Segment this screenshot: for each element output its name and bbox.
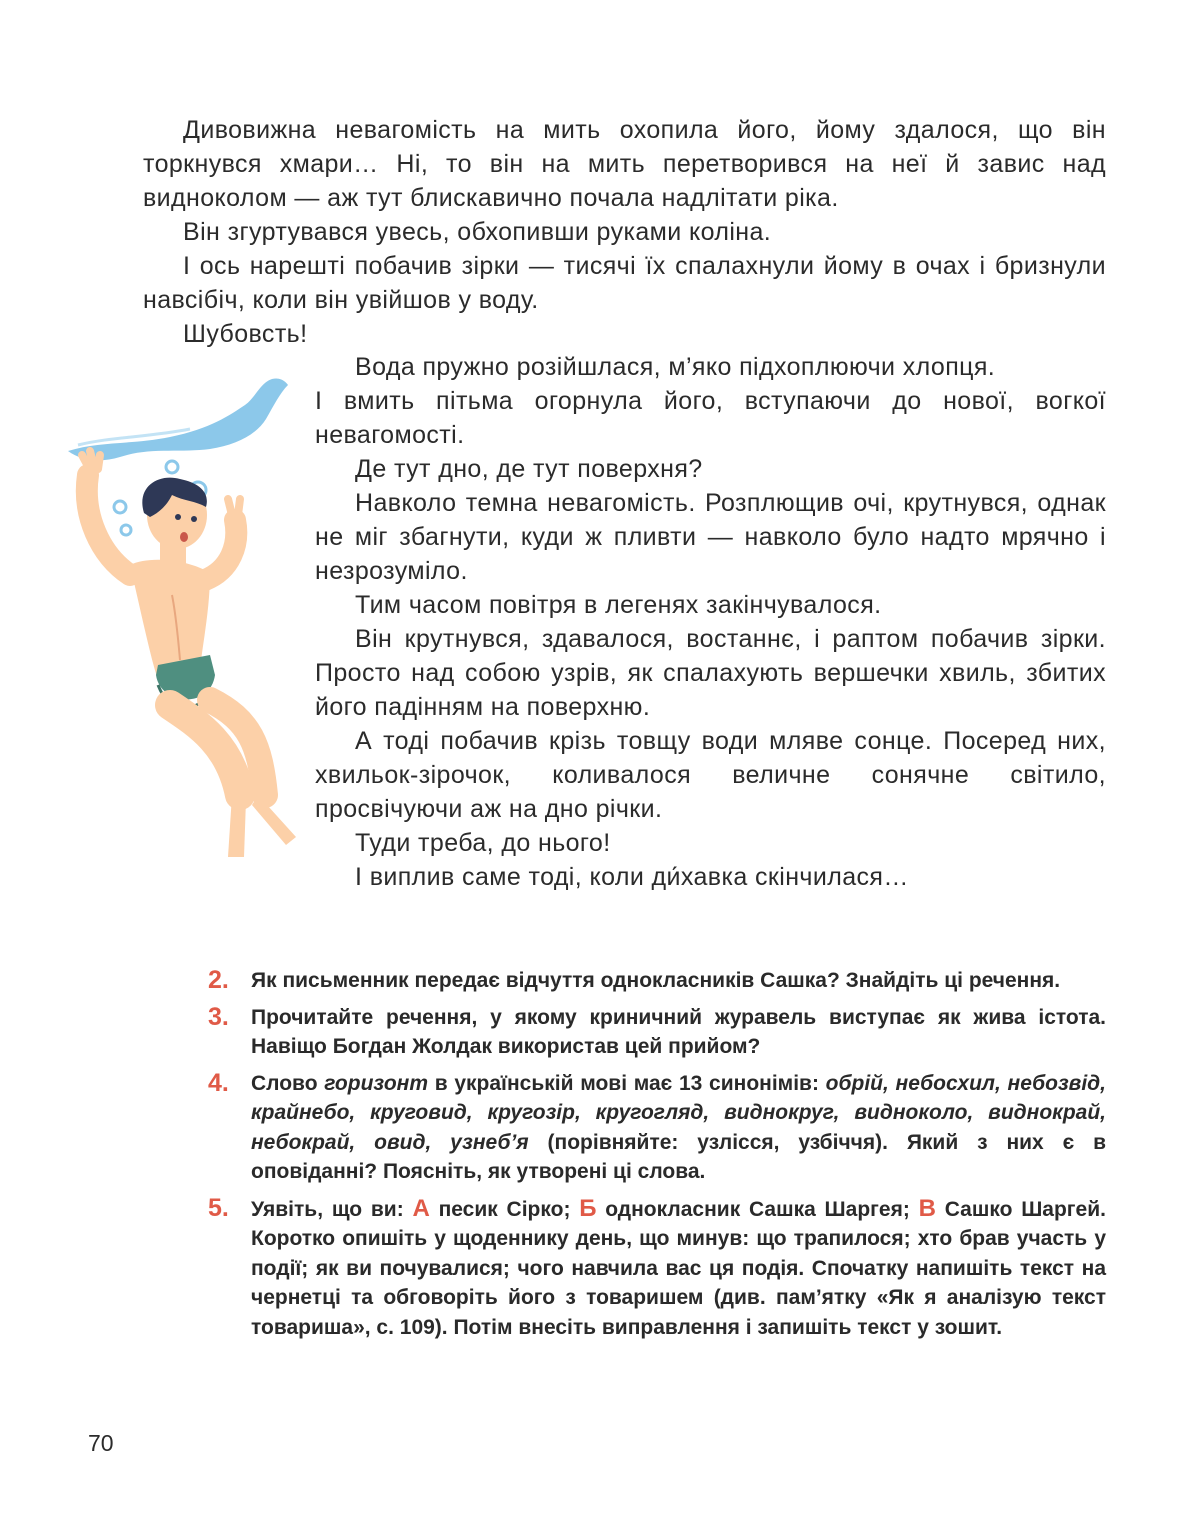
task-number: 5.	[208, 1193, 229, 1222]
task-text: песик Сірко;	[429, 1197, 580, 1221]
story-text-side	[315, 350, 1106, 894]
story-paragraph: Тим часом повітря в легенях закінчувалося.	[355, 591, 882, 619]
story-paragraph: Він крутнувся, здавалося, востаннє, і раптом побачив зірки. Просто над собою узрів, як спалахують вершечки хвиль, збитих його падінням на поверхню.	[315, 625, 1106, 721]
story-paragraph: Навколо темна невагомість. Розплющив очі, крутнувся, однак не міг збагнути, куди ж пливти — навколо було надто мрячно і незрозуміло.	[315, 489, 1106, 585]
page-number: 70	[88, 1430, 114, 1456]
task-text: Слово	[251, 1071, 325, 1095]
task-number: 4.	[208, 1068, 229, 1097]
diving-boy-icon	[60, 375, 320, 865]
diving-boy-illustration	[60, 375, 320, 865]
task-text: Сашко Шаргей. Коротко опишіть у щоденнику день, що минув: що трапилося; хто брав участь у події; як ви почувалися; чого навчила вас ця подія. Спочатку напишіть текст на чернетці та обговоріть його з товаришем (див. пам’ятку «Як я аналізую текст товариша», с. 109). Потім внесіть виправлення і запишіть текст у зошит.	[251, 1197, 1106, 1339]
task-text: Прочитайте речення, у якому криничний журавель виступає як жива істота. Навіщо Богдан Жолдак використав цей прийом?	[251, 1005, 1106, 1058]
variant-c-label: В	[918, 1194, 936, 1222]
story-paragraph: Вода пружно розійшлася, м’яко підхоплюючи хлопця.	[355, 353, 996, 381]
task-number: 3.	[208, 1002, 229, 1031]
task-text: в українській мові має 13 синонімів:	[428, 1071, 826, 1095]
task-5	[208, 1194, 1106, 1343]
task-2	[208, 966, 1106, 996]
bubble-icon	[166, 461, 178, 473]
story-paragraph: Де тут дно, де тут поверхня?	[355, 455, 703, 483]
bubble-icon	[121, 525, 131, 535]
task-number: 2.	[208, 966, 229, 994]
water-line-icon	[68, 378, 288, 460]
task-text: однокласник Сашка Шаргея;	[596, 1197, 919, 1221]
task-text: Як письменник передає відчуття однокласників Сашка? Знайдіть ці речення.	[251, 969, 1061, 992]
variant-a-label: А	[412, 1194, 430, 1222]
task-4	[208, 1069, 1106, 1187]
task-synonyms: обрій, небосхил, небозвід, крайнебо, круговид, кругозір, кругогляд, виднокруг, видноколо, виднокрай, небокрай, овид, узнеб’я	[251, 1071, 1107, 1154]
task-text: (порівняйте: узлісся, узбіччя). Який з них є в оповіданні? Поясніть, як утворені ці слова.	[251, 1130, 1106, 1183]
story-paragraph: Туди треба, до нього!	[355, 829, 611, 857]
story-paragraph: І вмить пітьма огорнула його, вступаючи до нової, вогкої невагомості.	[315, 387, 1106, 449]
story-text-top	[143, 113, 1106, 351]
task-text: Уявіть, що ви:	[251, 1197, 413, 1221]
bubble-icon	[114, 501, 126, 513]
story-paragraph: І виплив саме тоді, коли ди́хавка скінчилася…	[355, 863, 909, 891]
story-paragraph: Він згуртувався увесь, обхопивши руками коліна.	[183, 218, 772, 246]
tasks-section	[208, 966, 1106, 1349]
task-keyword: горизонт	[324, 1071, 429, 1095]
story-paragraph: А тоді побачив крізь товщу води мляве сонце. Посеред них, хвильок-зірочок, коливалося величне сонячне світило, просвічуючи аж на дно річки.	[315, 727, 1106, 823]
variant-b-label: Б	[579, 1194, 597, 1222]
story-paragraph: Шубовсть!	[183, 320, 308, 348]
story-paragraph: І ось нарешті побачив зірки — тисячі їх спалахнули йому в очах і бризнули навсібіч, коли він увійшов у воду.	[143, 252, 1106, 314]
task-3	[208, 1003, 1106, 1062]
story-paragraph: Дивовижна невагомість на мить охопила його, йому здалося, що він торкнувся хмари… Ні, то він на мить перетворився на неї й завис над видноколом — аж тут блискавично почала надлітати ріка.	[143, 116, 1106, 212]
